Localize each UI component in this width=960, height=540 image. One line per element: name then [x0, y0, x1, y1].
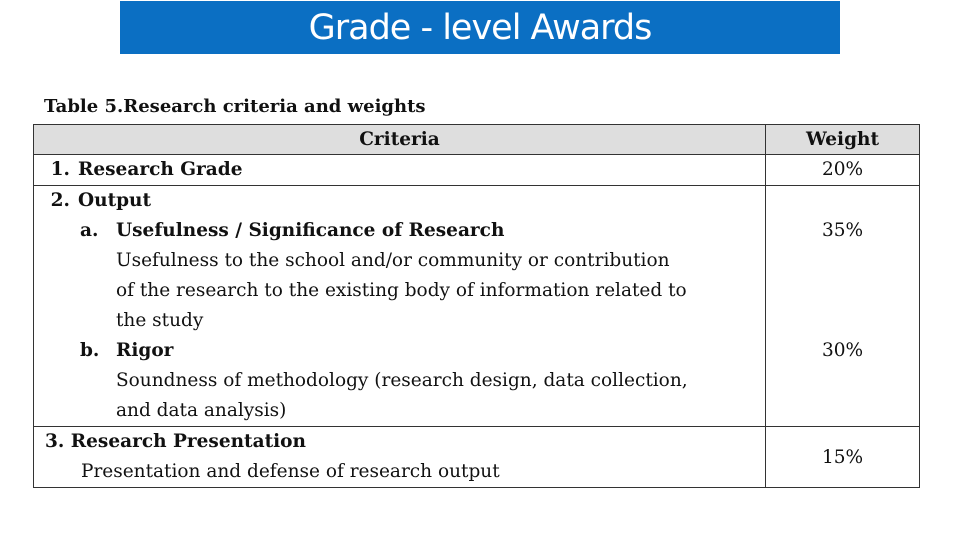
item-label: Research Grade — [78, 159, 243, 180]
criteria-header: Criteria — [34, 125, 766, 155]
criteria-cell — [34, 155, 766, 186]
item-label: 3. Research Presentation — [45, 431, 306, 452]
subitem-a-desc: the study — [116, 310, 204, 331]
criteria-cell — [34, 186, 766, 427]
item-number: 1. — [50, 159, 70, 180]
item-desc: Presentation and defense of research output — [81, 461, 500, 482]
weight-cell: 15% — [766, 427, 920, 488]
table-caption: Table 5.Research criteria and weights — [44, 96, 426, 117]
subitem-a-desc: Usefulness to the school and/or community or contribution — [116, 250, 670, 271]
table-row — [34, 427, 920, 488]
subitem-b-weight: 30% — [821, 340, 864, 361]
table-header-row — [34, 125, 920, 155]
item-number: 2. — [50, 190, 70, 211]
weight-cell: 20% — [766, 155, 920, 186]
subitem-a-desc: of the research to the existing body of information related to — [116, 280, 687, 301]
criteria-cell — [34, 427, 766, 488]
subitem-b-heading: b. Rigor — [80, 340, 174, 361]
item-label: Output — [78, 190, 152, 211]
subitem-b-desc: Soundness of methodology (research design, data collection, — [116, 370, 688, 391]
subitem-b-desc: and data analysis) — [116, 400, 287, 421]
weight-header: Weight — [766, 125, 920, 155]
subitem-a-weight: 35% — [821, 220, 864, 241]
weight-cell — [766, 186, 920, 427]
subitem-a-heading: a. Usefulness / Significance of Research — [80, 220, 505, 241]
slide-title: Grade - level Awards — [308, 7, 652, 48]
table-row — [34, 155, 920, 186]
criteria-table — [33, 124, 920, 488]
slide-title-banner — [120, 1, 840, 54]
table-row — [34, 186, 920, 427]
